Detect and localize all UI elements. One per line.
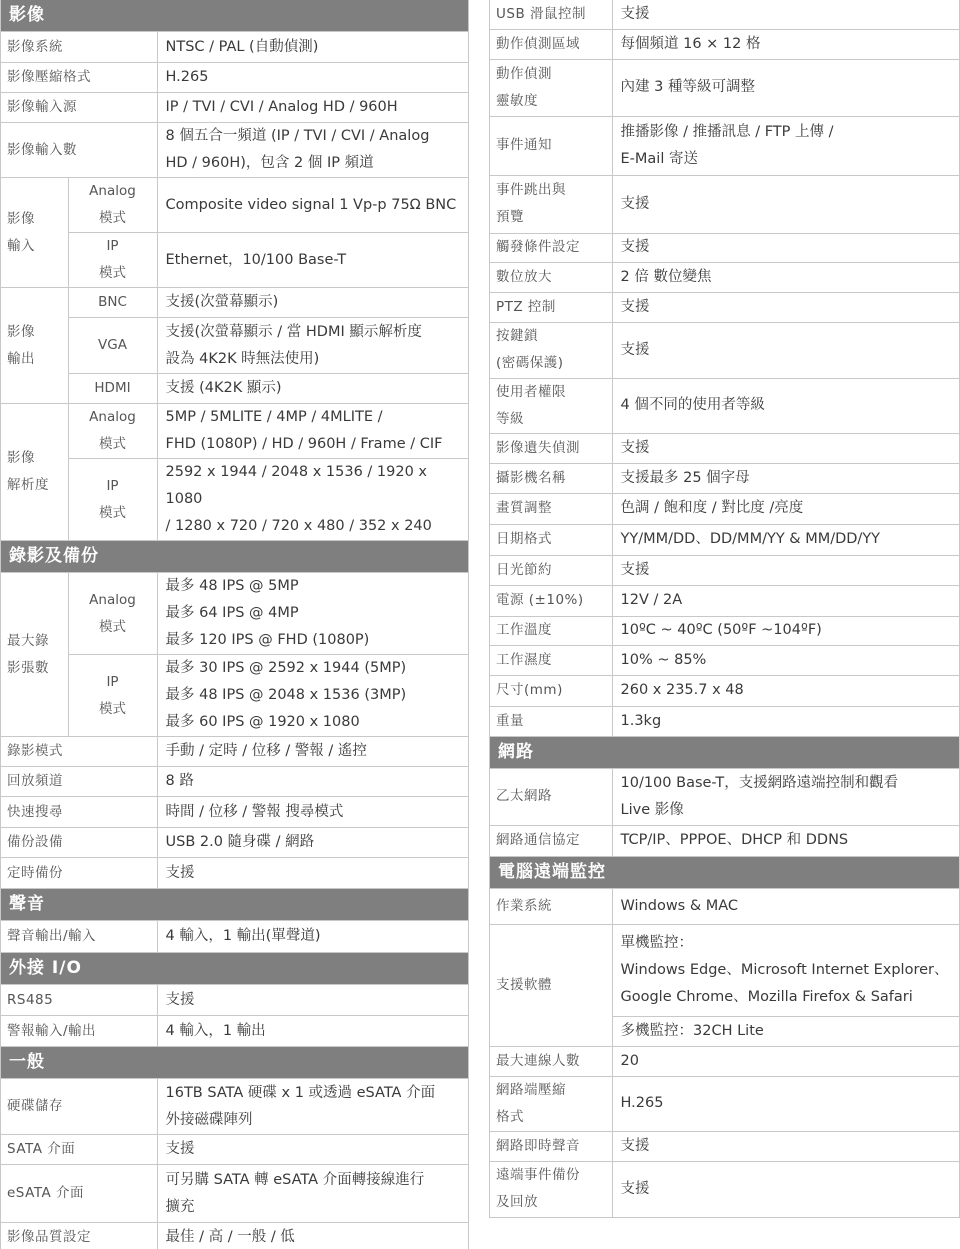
spec-value: 10ºC ~ 40ºC (50ºF ~104ºF) <box>612 616 959 645</box>
left-spec-column <box>0 0 469 1249</box>
spec-value: 260 x 235.7 x 48 <box>612 675 959 706</box>
spec-label: 聲音輸出/輸入 <box>1 921 157 953</box>
section-title: 錄影及備份 <box>1 541 468 573</box>
spec-value: 4 個不同的使用者等級 <box>612 378 959 433</box>
spec-row <box>1 318 468 374</box>
spec-row <box>490 59 959 116</box>
spec-row <box>1 63 468 93</box>
spec-label: 尺寸(mm) <box>490 675 612 706</box>
spec-label: 事件跳出與 預覽 <box>490 175 612 233</box>
section-title: 網路 <box>490 736 959 768</box>
spec-row <box>1 93 468 123</box>
spec-row <box>490 888 959 924</box>
spec-value: NTSC / PAL (自動偵測) <box>157 32 468 63</box>
section-network <box>490 736 959 768</box>
spec-row <box>490 463 959 493</box>
spec-row <box>490 675 959 706</box>
spec-label: RS485 <box>1 985 157 1016</box>
section-general <box>1 1047 468 1079</box>
spec-row <box>1 921 468 953</box>
spec-label: 使用者權限 等級 <box>490 378 612 433</box>
spec-row <box>490 116 959 175</box>
spec-value: 10% ~ 85% <box>612 645 959 675</box>
spec-row <box>1 123 468 178</box>
spec-label: 警報輸入/輸出 <box>1 1016 157 1047</box>
spec-label: 網路端壓縮 格式 <box>490 1076 612 1131</box>
spec-value: 支援(次螢幕顯示 / 當 HDMI 顯示解析度 設為 4K2K 時無法使用) <box>157 318 468 374</box>
section-video <box>1 0 468 32</box>
spec-label: 按鍵鎖 (密碼保護) <box>490 322 612 378</box>
spec-label: 事件通知 <box>490 116 612 175</box>
section-title: 影像 <box>1 0 468 32</box>
spec-label: 工作濕度 <box>490 645 612 675</box>
spec-label: 電源 (±10%) <box>490 585 612 616</box>
spec-value: 手動 / 定時 / 位移 / 警報 / 遙控 <box>157 737 468 767</box>
spec-label: 最大連線人數 <box>490 1046 612 1076</box>
spec-value: 支援(次螢幕顯示) <box>157 288 468 318</box>
spec-label: 觸發條件設定 <box>490 233 612 262</box>
spec-value: 4 輸入，1 輸出(單聲道) <box>157 921 468 953</box>
spec-value: 支援 (4K2K 顯示) <box>157 374 468 404</box>
section-title: 電腦遠端監控 <box>490 856 959 888</box>
spec-row <box>1 797 468 828</box>
spec-label: SATA 介面 <box>1 1135 157 1165</box>
spec-row <box>490 1076 959 1131</box>
spec-label: 影像遺失偵測 <box>490 433 612 463</box>
spec-value: USB 2.0 隨身碟 / 網路 <box>157 828 468 858</box>
spec-label: 攝影機名稱 <box>490 463 612 493</box>
spec-value: 支援 <box>157 1135 468 1165</box>
spec-value: 8 個五合一頻道 (IP / TVI / CVI / Analog HD / 960H)，包含 2 個 IP 頻道 <box>157 123 468 178</box>
spec-row <box>1 404 468 459</box>
spec-label: 畫質調整 <box>490 493 612 524</box>
spec-value: 4 輸入，1 輸出 <box>157 1016 468 1047</box>
spec-value: 支援 <box>157 858 468 889</box>
section-title: 一般 <box>1 1047 468 1079</box>
spec-value: 色調 / 飽和度 / 對比度 /亮度 <box>612 493 959 524</box>
spec-value: 支援 <box>612 1131 959 1161</box>
spec-row <box>490 1131 959 1161</box>
spec-label: 錄影模式 <box>1 737 157 767</box>
spec-value: 支援 <box>612 175 959 233</box>
spec-value: 最多 30 IPS @ 2592 x 1944 (5MP) 最多 48 IPS @ 2048 x 1536 (3MP) 最多 60 IPS @ 1920 x 1080 <box>157 655 468 737</box>
spec-label: 數位放大 <box>490 262 612 292</box>
spec-label: 動作偵測區域 <box>490 29 612 59</box>
spec-value: 5MP / 5MLITE / 4MP / 4MLITE / FHD (1080P) / HD / 960H / Frame / CIF <box>157 404 468 459</box>
spec-row <box>490 825 959 856</box>
spec-row <box>490 768 959 825</box>
spec-row <box>1 178 468 233</box>
spec-value: 單機監控： Windows Edge、Microsoft Internet Explorer、 Google Chrome、Mozilla Firefox & Safari <box>612 924 959 1016</box>
spec-value: 2 倍 數位變焦 <box>612 262 959 292</box>
spec-value: 10/100 Base-T，支援網路遠端控制和觀看 Live 影像 <box>612 768 959 825</box>
section-remote <box>490 856 959 888</box>
spec-value: 支援 <box>612 555 959 585</box>
spec-value: 20 <box>612 1046 959 1076</box>
spec-label: 影像品質設定 <box>1 1223 157 1249</box>
spec-label: 重量 <box>490 706 612 736</box>
spec-row <box>1 828 468 858</box>
spec-row <box>1 737 468 767</box>
spec-row <box>490 924 959 1016</box>
spec-row <box>1 374 468 404</box>
spec-label: 動作偵測 靈敏度 <box>490 59 612 116</box>
spec-label: 工作溫度 <box>490 616 612 645</box>
spec-value: TCP/IP、PPPOE、DHCP 和 DDNS <box>612 825 959 856</box>
spec-label: 影像系統 <box>1 32 157 63</box>
spec-group-label: 影像 解析度 <box>1 404 68 541</box>
spec-value: 8 路 <box>157 767 468 797</box>
section-title: 聲音 <box>1 889 468 921</box>
spec-value: H.265 <box>157 63 468 93</box>
spec-value: 支援 <box>612 0 959 29</box>
spec-sub-label: IP 模式 <box>68 459 157 541</box>
spec-label: 硬碟儲存 <box>1 1079 157 1135</box>
spec-row <box>1 1016 468 1047</box>
spec-value: 支援 <box>612 433 959 463</box>
spec-group-label: 影像 輸出 <box>1 288 68 404</box>
spec-row <box>490 524 959 555</box>
spec-value: Ethernet，10/100 Base-T <box>157 233 468 288</box>
spec-row <box>1 573 468 655</box>
spec-row <box>1 655 468 737</box>
spec-label: 影像壓縮格式 <box>1 63 157 93</box>
spec-row <box>1 858 468 889</box>
spec-value: 16TB SATA 硬碟 x 1 或透過 eSATA 介面 外接磁碟陣列 <box>157 1079 468 1135</box>
spec-row <box>490 493 959 524</box>
spec-label: 定時備份 <box>1 858 157 889</box>
spec-row <box>1 32 468 63</box>
spec-label: 日光節約 <box>490 555 612 585</box>
section-recording <box>1 541 468 573</box>
spec-row <box>490 706 959 736</box>
spec-label: 回放頻道 <box>1 767 157 797</box>
spec-row <box>490 29 959 59</box>
spec-row <box>1 233 468 288</box>
spec-group-label: 影像 輸入 <box>1 178 68 288</box>
spec-label: USB 滑鼠控制 <box>490 0 612 29</box>
spec-row <box>1 1165 468 1223</box>
spec-sub-label: VGA <box>68 318 157 374</box>
spec-label: eSATA 介面 <box>1 1165 157 1223</box>
spec-sub-label: IP 模式 <box>68 655 157 737</box>
spec-label: 日期格式 <box>490 524 612 555</box>
spec-value: 1.3kg <box>612 706 959 736</box>
spec-row <box>490 0 959 29</box>
spec-row <box>1 985 468 1016</box>
spec-label: 網路即時聲音 <box>490 1131 612 1161</box>
spec-value: 支援 <box>612 233 959 262</box>
spec-group-label: 最大錄 影張數 <box>1 573 68 737</box>
spec-value: 支援 <box>157 985 468 1016</box>
spec-label: 作業系統 <box>490 888 612 924</box>
spec-value: Windows & MAC <box>612 888 959 924</box>
spec-label: 快速搜尋 <box>1 797 157 828</box>
section-audio <box>1 889 468 921</box>
spec-sub-label: Analog 模式 <box>68 404 157 459</box>
spec-row <box>490 378 959 433</box>
spec-row <box>490 262 959 292</box>
spec-value: 2592 x 1944 / 2048 x 1536 / 1920 x 1080 / 1280 x 720 / 720 x 480 / 352 x 240 <box>157 459 468 541</box>
spec-sub-label: Analog 模式 <box>68 573 157 655</box>
spec-label: 支援軟體 <box>490 924 612 1046</box>
spec-row <box>490 616 959 645</box>
spec-value: 支援 <box>612 322 959 378</box>
spec-value: 內建 3 種等級可調整 <box>612 59 959 116</box>
spec-label: 影像輸入源 <box>1 93 157 123</box>
spec-value: 支援最多 25 個字母 <box>612 463 959 493</box>
spec-value: 每個頻道 16 × 12 格 <box>612 29 959 59</box>
spec-sub-label: Analog 模式 <box>68 178 157 233</box>
spec-value: YY/MM/DD、DD/MM/YY & MM/DD/YY <box>612 524 959 555</box>
spec-label: PTZ 控制 <box>490 292 612 322</box>
spec-row <box>490 322 959 378</box>
spec-row <box>490 433 959 463</box>
spec-value: Composite video signal 1 Vp-p 75Ω BNC <box>157 178 468 233</box>
section-io <box>1 953 468 985</box>
spec-row <box>490 645 959 675</box>
spec-value: IP / TVI / CVI / Analog HD / 960H <box>157 93 468 123</box>
spec-row <box>490 175 959 233</box>
spec-label: 影像輸入數 <box>1 123 157 178</box>
spec-row <box>1 459 468 541</box>
spec-value: 支援 <box>612 1161 959 1217</box>
spec-label: 網路通信協定 <box>490 825 612 856</box>
spec-row <box>490 1161 959 1217</box>
spec-value: 支援 <box>612 292 959 322</box>
spec-label: 備份設備 <box>1 828 157 858</box>
section-title: 外接 I/O <box>1 953 468 985</box>
spec-label: 乙太網路 <box>490 768 612 825</box>
spec-row <box>1 1223 468 1249</box>
spec-sub-label: IP 模式 <box>68 233 157 288</box>
spec-row <box>490 555 959 585</box>
spec-row <box>1 767 468 797</box>
spec-value: 多機監控：32CH Lite <box>612 1016 959 1046</box>
spec-row <box>1 1079 468 1135</box>
spec-value: H.265 <box>612 1076 959 1131</box>
spec-row <box>490 292 959 322</box>
spec-row <box>490 585 959 616</box>
spec-row <box>490 233 959 262</box>
spec-value: 時間 / 位移 / 警報 搜尋模式 <box>157 797 468 828</box>
spec-value: 推播影像 / 推播訊息 / FTP 上傳 / E-Mail 寄送 <box>612 116 959 175</box>
spec-row <box>1 288 468 318</box>
spec-label: 遠端事件備份 及回放 <box>490 1161 612 1217</box>
spec-value: 12V / 2A <box>612 585 959 616</box>
spec-sub-label: BNC <box>68 288 157 318</box>
spec-row <box>1 1135 468 1165</box>
spec-value: 最佳 / 高 / 一般 / 低 <box>157 1223 468 1249</box>
spec-row <box>490 1046 959 1076</box>
spec-sub-label: HDMI <box>68 374 157 404</box>
spec-value: 可另購 SATA 轉 eSATA 介面轉接線進行 擴充 <box>157 1165 468 1223</box>
spec-value: 最多 48 IPS @ 5MP 最多 64 IPS @ 4MP 最多 120 IPS @ FHD (1080P) <box>157 573 468 655</box>
right-spec-column <box>489 0 960 1218</box>
